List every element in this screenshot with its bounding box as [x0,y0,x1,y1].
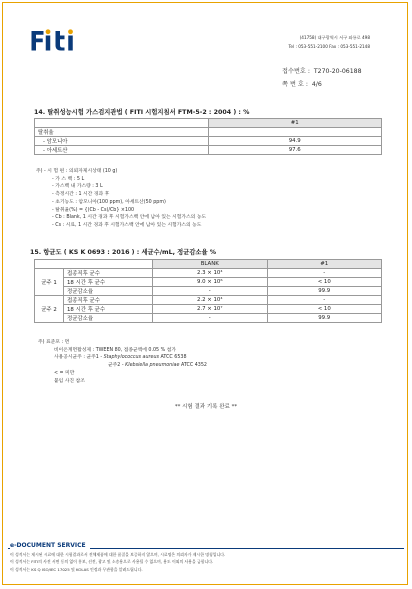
footer-line: 이 성적서는 제시된 시료에 대한 시험결과로서 전체제품에 대한 품질을 보증하지 않으며, 시료명은 의뢰자가 제시한 명칭입니다. [10,552,226,557]
group-label: 탈취율 [35,127,209,136]
empty-cell [208,127,382,136]
section14-notes [36,168,206,230]
row-label: - 아세트산 [35,145,209,154]
header-empty [35,260,153,269]
row-label: 접종직후 균수 [64,295,153,304]
antibacterial-table [34,259,382,323]
section14-title: 14. 탈취성능시험 가스검지관법 ( FITI 시험지침서 FTM-5-2 : 2004 ) : % [34,109,250,116]
header-sample1: #1 [267,260,382,269]
table-row [35,295,382,304]
page-label: 쪽 번 호 : [282,81,308,88]
table-row [35,313,382,322]
header-blank: BLANK [153,260,268,269]
section15-title: 15. 항균도 ( KS K 0693 : 2016 ) : 세균수/mL, 정균감소율 % [30,249,217,256]
header-sample1: #1 [208,119,382,128]
row-value: 97.6 [208,145,382,154]
note-line: 비이온계면활성제 : TWEEN 80, 접종균액에 0.05 % 첨가 [54,347,176,353]
footer-line: 이 성적서는 FITI의 사전 서면 동의 없이 홍보, 선전, 광고 및 소송용으로 사용될 수 없으며, 용도 이외의 사용을 금합니다. [10,559,214,565]
table-header-row [35,119,382,128]
table-row [35,268,382,277]
end-of-results: ** 시험 결과 기록 완료 ** [174,404,238,410]
strain-label: 균주 2 [35,295,64,322]
note-line: 주) - 시 험 편 : 의뢰자제시상태 (10 g) [36,169,118,174]
receipt-label: 접수번호 : [282,68,310,75]
strain-label: 균주 1 [35,268,64,295]
sample-value: 99.9 [267,313,382,322]
row-label: 18 시간 후 균수 [64,304,153,313]
blank-value: - [153,286,268,295]
blank-value: 2.3 × 10⁴ [153,268,268,277]
note-line: - Cb : Blank, 1 시간 경과 후 시험가스백 안에 남아 있는 시험가스의 농도 [52,215,207,221]
table-row [35,304,382,313]
address-line: (41758) 대구광역시 서구 와룡로 498 [299,35,370,40]
row-label: 정균감소율 [64,313,153,322]
sample-value: - [267,295,382,304]
blank-value: 2.2 × 10⁴ [153,295,268,304]
note-line: - Cs : 시료, 1 시간 경과 후 시험가스백 안에 남아 있는 시험가스의 농도 [52,222,202,228]
table-row [35,127,382,136]
page-number [282,79,322,88]
row-label: 18 시간 후 균수 [64,277,153,286]
sample-value: < 10 [267,277,382,286]
receipt-value: T270-20-06188 [313,68,362,75]
note-line: - 가스백 내 가스량 : 3 L [52,184,103,190]
sample-value: < 10 [267,304,382,313]
row-label: 정균감소율 [64,286,153,295]
note-line: 주) 표준포 : 면 [38,340,70,345]
fiti-logo [30,27,102,53]
table-header-row [35,260,382,269]
sample-value: - [267,268,382,277]
row-value: 94.9 [208,136,382,145]
note-line: - 측정시간 : 1 시간 경과 후 [52,192,110,198]
note-line: < = 미만 [54,370,75,376]
edocument-service-label: e-DOCUMENT SERVICE [10,542,90,549]
table-row [35,136,382,145]
note-line: - 탈취율(%) = {(Cb - Cs)/Cb} ×100 [52,207,135,213]
receipt-number [282,66,362,75]
note-line: 붙임 사진 참조 [54,378,85,384]
sample-value: 99.9 [267,286,382,295]
header-empty [35,119,209,128]
table-row [35,286,382,295]
blank-value: - [153,313,268,322]
page-value: 4/6 [311,81,322,88]
note-line: - 가 스 백 : 5 L [52,176,85,182]
section15-notes [38,339,207,385]
contact-line: Tel : 053-551-2100 Fax : 053-551-2148 [288,44,370,49]
table-row [35,277,382,286]
footer-notes [10,551,225,573]
blank-value: 9.0 × 10⁶ [153,277,268,286]
row-label: - 암모니아 [35,136,209,145]
deodorization-table [34,118,382,155]
footer-line: 이 성적서는 KS Q ISO/IEC 17025 및 KOLAS 인정과 무관함을 알려드립니다. [10,566,143,572]
note-line: 균주2 - Klebsiella pneumoniae ATCC 4352 [108,363,207,369]
table-row [35,145,382,154]
row-label: 접종직후 균수 [64,268,153,277]
note-line: 사용공시균주 : 균주1 - Staphylococcus aureus ATCC 6538 [54,355,187,361]
note-line: - 초기농도 : 암모니아(100 ppm), 아세트산(50 ppm) [52,199,166,205]
blank-value: 2.7 × 10⁷ [153,304,268,313]
